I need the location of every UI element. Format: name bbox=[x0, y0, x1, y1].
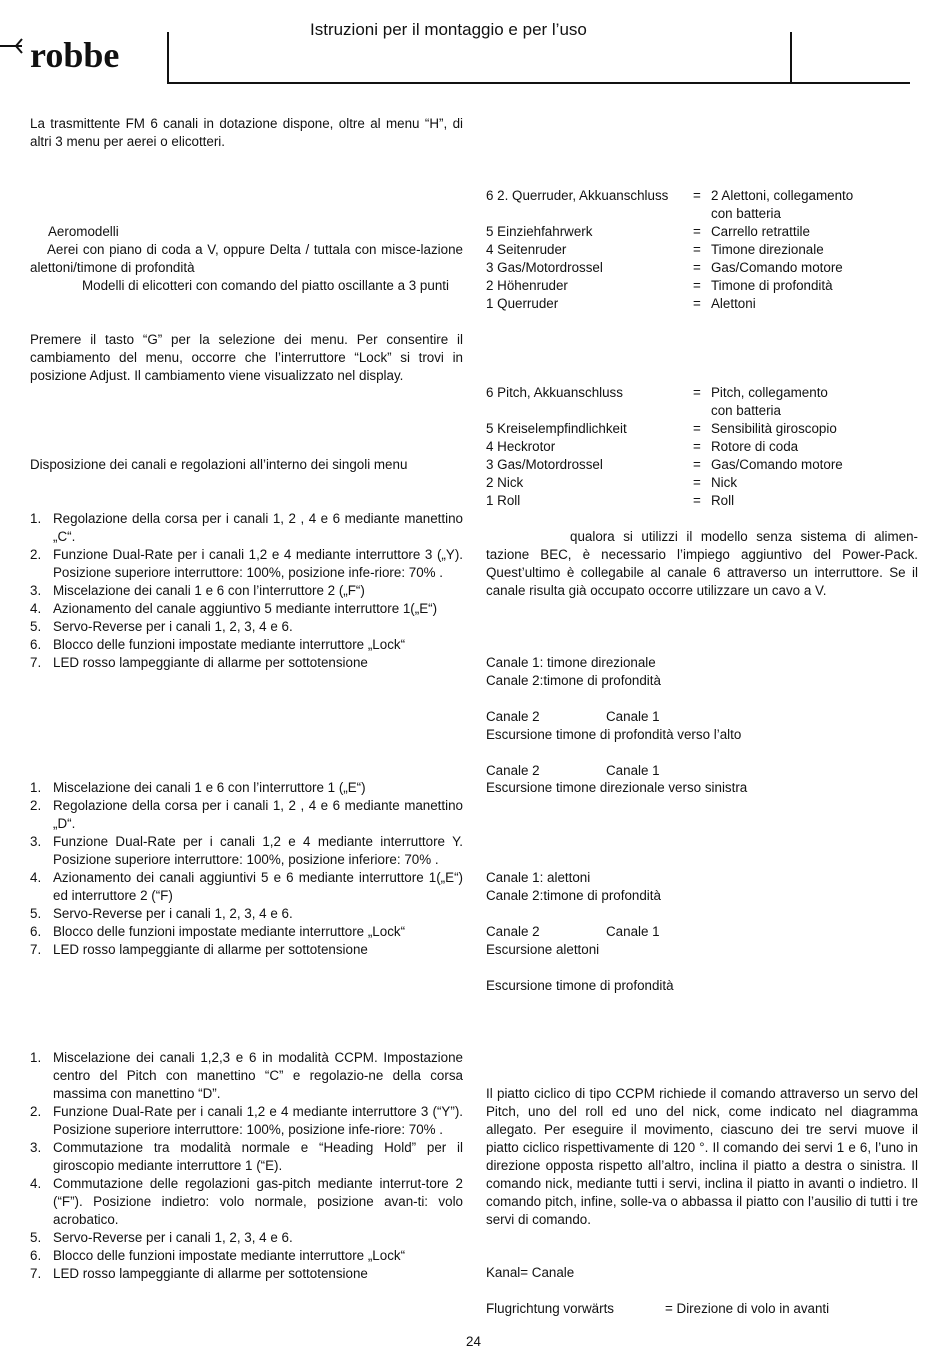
list-item: 6. Blocco delle funzioni impostate mediante interruttore „Lock“ bbox=[30, 924, 406, 939]
table-row: 3 Gas/Motordrossel = Gas/Comando motore bbox=[486, 260, 843, 275]
list-vtail-settings bbox=[30, 779, 463, 959]
press-g-paragraph: Premere il tasto “G” per la selezione dei menu. Per consentire il cambiamento del menu, occorre che l’interruttore “Lock” si trovi in posizione Adjust. Il cambiamento viene visualizzato nel display. bbox=[30, 332, 463, 383]
header-divider-right bbox=[790, 32, 792, 82]
menu-heli: Modelli di elicotteri con comando del piatto oscillante a 3 punti bbox=[82, 278, 449, 293]
header-rule bbox=[167, 82, 910, 84]
list-aero-settings bbox=[30, 510, 463, 672]
vtail-desc1: Escursione timone di profondità verso l’alto bbox=[486, 727, 742, 742]
list-item: 3. Funzione Dual-Rate per i canali 1,2 e 4 mediante interruttore Y. Posizione superiore interruttore: 100%, posizione inferiore: 70% . bbox=[30, 834, 463, 867]
menu-aero: Aeromodelli bbox=[48, 224, 119, 239]
list-item: 6. Blocco delle funzioni impostate mediante interruttore „Lock“ bbox=[30, 1248, 406, 1263]
vtail-desc2: Escursione timone direzionale verso sinistra bbox=[486, 780, 748, 795]
list-item: 7. LED rosso lampeggiante di allarme per sottotensione bbox=[30, 1266, 368, 1281]
list-item: 7. LED rosso lampeggiante di allarme per sottotensione bbox=[30, 942, 368, 957]
list-item: 3. Commutazione tra modalità normale e “Heading Hold” per il giroscopio mediante interruttore 1 (“E). bbox=[30, 1140, 463, 1173]
robbe-logo bbox=[0, 36, 160, 76]
vtail-ch2: Canale 2:timone di profondità bbox=[486, 673, 661, 688]
brand-text: robbe bbox=[30, 36, 120, 75]
flug-legend-it: = Direzione di volo in avanti bbox=[665, 1301, 830, 1316]
list-item: 1. Miscelazione dei canali 1 e 6 con l’interruttore 1 („E“) bbox=[30, 780, 366, 795]
intro-paragraph: La trasmittente FM 6 canali in dotazione dispone, oltre al menu “H”, di altri 3 menu per aerei o elicotteri. bbox=[30, 116, 463, 149]
table-row: 4 Seitenruder = Timone direzionale bbox=[486, 242, 824, 257]
list-heli-settings bbox=[30, 1049, 463, 1283]
delta-ch2: Canale 2:timone di profondità bbox=[486, 888, 661, 903]
list-item: 1. Regolazione della corsa per i canali 1, 2 , 4 e 6 mediante manettino „C“. bbox=[30, 511, 463, 544]
vtail-pair1-b: Canale 1 bbox=[606, 709, 660, 724]
vtail-pair2-b: Canale 1 bbox=[606, 763, 660, 778]
header-title: Istruzioni per il montaggio e per l’uso bbox=[310, 20, 587, 39]
list-item: 5. Servo-Reverse per i canali 1, 2, 3, 4 e 6. bbox=[30, 619, 293, 634]
table-row: 6 Pitch, Akkuanschluss = Pitch, collegamento bbox=[486, 385, 828, 400]
table-row: 5 Einziehfahrwerk = Carrello retrattile bbox=[486, 224, 810, 239]
delta-pair-b: Canale 1 bbox=[606, 924, 660, 939]
ccpm-paragraph: Il piatto ciclico di tipo CCPM richiede il comando attraverso un servo del Pitch, uno del roll ed uno del nick, come indicato nel diagramma allegato. Per eseguire il movimento, ciascuno dei tre servi muove il piatto ciclico rispettivamente di 120 °. Il comando dei servi 1 e 6, l’uno in direzione opposta rispetto all’altro, inclina il piatto a destra o sinistra. Il comando nick, mediante tutti i servi, inclina il piatto in avanti o indietro. Il comando pitch, infine, solle-va o abbassa il piatto con l’ausilio di tutti i tre servi di comando. bbox=[486, 1086, 918, 1227]
menu-vtail: Aerei con piano di coda a V, oppure Delta / tuttala con misce-lazione alettoni/timone di profondità bbox=[30, 242, 463, 275]
table-row: con batteria bbox=[711, 206, 781, 221]
flug-legend-de: Flugrichtung vorwärts bbox=[486, 1301, 615, 1316]
list-item: 2. Funzione Dual-Rate per i canali 1,2 e 4 mediante interruttore 3 („Y). Posizione superiore interruttore: 100%, posizione infe-riore: 70% . bbox=[30, 547, 463, 580]
vtail-ch1: Canale 1: timone direzionale bbox=[486, 655, 656, 670]
kanal-legend: Kanal= Canale bbox=[486, 1265, 575, 1280]
table-row: 2 Nick = Nick bbox=[486, 475, 738, 490]
channel-table-aero bbox=[486, 187, 926, 313]
table-row: 5 Kreiselempfindlichkeit = Sensibilità giroscopio bbox=[486, 421, 837, 436]
table-row: con batteria bbox=[711, 403, 781, 418]
list-item: 3. Miscelazione dei canali 1 e 6 con l’interruttore 2 („F“) bbox=[30, 583, 365, 598]
list-item: 4. Commutazione delle regolazioni gas-pitch mediante interrut-tore 2 (“F”). Posizione indietro: volo normale, posizione avan-ti: volo acrobatico. bbox=[30, 1176, 463, 1227]
table-row: 2 Höhenruder = Timone di profondità bbox=[486, 278, 833, 293]
list-item: 5. Servo-Reverse per i canali 1, 2, 3, 4 e 6. bbox=[30, 906, 293, 921]
list-item: 1. Miscelazione dei canali 1,2,3 e 6 in modalità CCPM. Impostazione centro del Pitch con manettino “C” e regolazio-ne della corsa massima con manettino “D”. bbox=[30, 1050, 463, 1101]
disposizione-heading: Disposizione dei canali e regolazioni all’interno dei singoli menu bbox=[30, 457, 408, 472]
table-row: 4 Heckrotor = Rotore di coda bbox=[486, 439, 799, 454]
bec-note: qualora si utilizzi il modello senza sistema di alimen-tazione BEC, è necessario l’impiego aggiuntivo del Power-Pack. Quest’ultimo è collegabile al canale 6 attraverso un interruttore. Se il canale risulta già occupato occorre utilizzare un cavo a V. bbox=[486, 529, 918, 598]
list-item: 4. Azionamento dei canali aggiuntivi 5 e 6 mediante interruttore 1(„E“) ed interruttore 2 (“F) bbox=[30, 870, 463, 903]
delta-desc1: Escursione alettoni bbox=[486, 942, 600, 957]
table-row: 6 2. Querruder, Akkuanschluss = 2 Alettoni, collegamento bbox=[486, 188, 854, 203]
vtail-pair1-a: Canale 2 bbox=[486, 709, 540, 724]
table-row: 1 Roll = Roll bbox=[486, 493, 735, 508]
delta-desc2: Escursione timone di profondità bbox=[486, 978, 674, 993]
list-item: 2. Funzione Dual-Rate per i canali 1,2 e 4 mediante interruttore 3 (“Y”). Posizione superiore interruttore: 100%, posizione infe-riore: 70% . bbox=[30, 1104, 463, 1137]
list-item: 5. Servo-Reverse per i canali 1, 2, 3, 4 e 6. bbox=[30, 1230, 293, 1245]
list-item: 7. LED rosso lampeggiante di allarme per sottotensione bbox=[30, 655, 368, 670]
delta-ch1: Canale 1: alettoni bbox=[486, 870, 591, 885]
delta-pair-a: Canale 2 bbox=[486, 924, 540, 939]
page-number: 24 bbox=[466, 1334, 481, 1349]
list-item: 4. Azionamento del canale aggiuntivo 5 mediante interruttore 1(„E“) bbox=[30, 601, 438, 616]
channel-table-heli bbox=[486, 384, 926, 510]
table-row: 3 Gas/Motordrossel = Gas/Comando motore bbox=[486, 457, 843, 472]
header-divider-left bbox=[167, 32, 169, 82]
list-item: 6. Blocco delle funzioni impostate mediante interruttore „Lock“ bbox=[30, 637, 406, 652]
list-item: 2. Regolazione della corsa per i canali 1, 2 , 4 e 6 mediante manettino „D“. bbox=[30, 798, 463, 831]
table-row: 1 Querruder = Alettoni bbox=[486, 296, 756, 311]
vtail-pair2-a: Canale 2 bbox=[486, 763, 540, 778]
